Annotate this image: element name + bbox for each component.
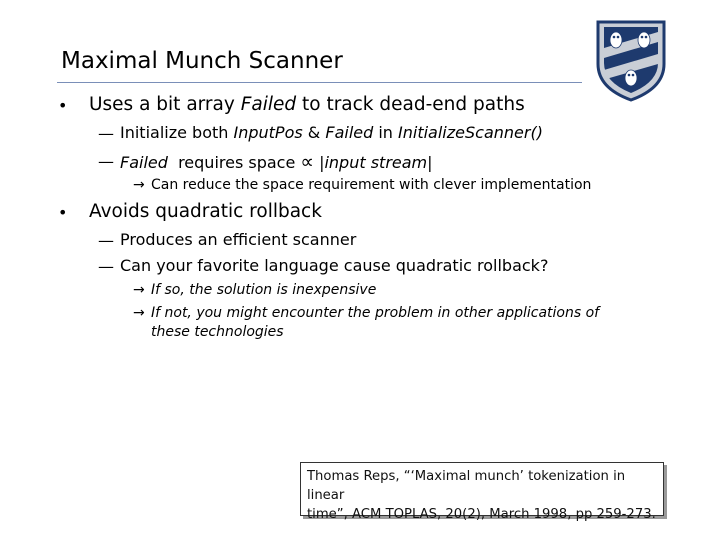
sub-emphasis: Failed [120, 153, 168, 172]
bullet-1-emphasis: Failed [240, 94, 297, 115]
bullet-icon: • [58, 96, 68, 115]
bullet-2-sub-2: Can your favorite language cause quadratic rollback? [120, 256, 549, 275]
citation-line-2: time”, ACM TOPLAS, 20(2), March 1998, pp 259-273. [307, 507, 656, 522]
bullet-1-sub-1 [120, 123, 543, 142]
dash-icon: — [98, 257, 114, 276]
subsub-emphasis: these technologies [151, 324, 284, 340]
subsub-emphasis: If not, you might encounter the problem in other applications of [151, 305, 600, 321]
bullet-1-subsub-1: Can reduce the space requirement with clever implementation [151, 177, 592, 193]
sub-text: in [373, 123, 399, 142]
dash-icon: — [98, 124, 114, 143]
bullet-2-subsub-2 [151, 305, 599, 321]
arrow-icon: → [133, 305, 145, 321]
arrow-icon: → [133, 177, 145, 193]
citation-box [300, 462, 664, 522]
bullet-2: Avoids quadratic rollback [89, 201, 322, 222]
title-underline [57, 82, 582, 83]
arrow-icon: → [133, 282, 145, 298]
bullet-1 [89, 94, 525, 115]
sub-text: requires space [167, 153, 301, 172]
bullet-1-text-end: to track dead-end paths [296, 94, 525, 115]
sub-text: Initialize both [120, 123, 234, 142]
rice-shield-logo-icon [592, 18, 670, 102]
sub-emphasis: Failed [325, 123, 374, 142]
dash-icon: — [98, 231, 114, 250]
bullet-icon: • [58, 203, 68, 222]
sub-emphasis: InitializeScanner() [398, 123, 543, 142]
subsub-emphasis: If so, the solution is inexpensive [151, 282, 377, 298]
bullet-1-sub-2 [120, 151, 433, 173]
sub-emphasis: |input stream| [319, 153, 433, 172]
bullet-2-subsub-2-cont [151, 324, 284, 340]
bullet-1-text: Uses a bit array [89, 94, 241, 115]
proportional-symbol: ∝ [300, 151, 314, 173]
sub-emphasis: InputPos [233, 123, 303, 142]
sub-text: & [302, 123, 326, 142]
bullet-2-subsub-1 [151, 282, 376, 298]
citation-line-1: Thomas Reps, “‘Maximal munch’ tokenization in linear [307, 469, 626, 503]
dash-icon: — [98, 152, 114, 171]
bullet-2-sub-1: Produces an efficient scanner [120, 230, 357, 249]
slide-title: Maximal Munch Scanner [61, 48, 343, 74]
